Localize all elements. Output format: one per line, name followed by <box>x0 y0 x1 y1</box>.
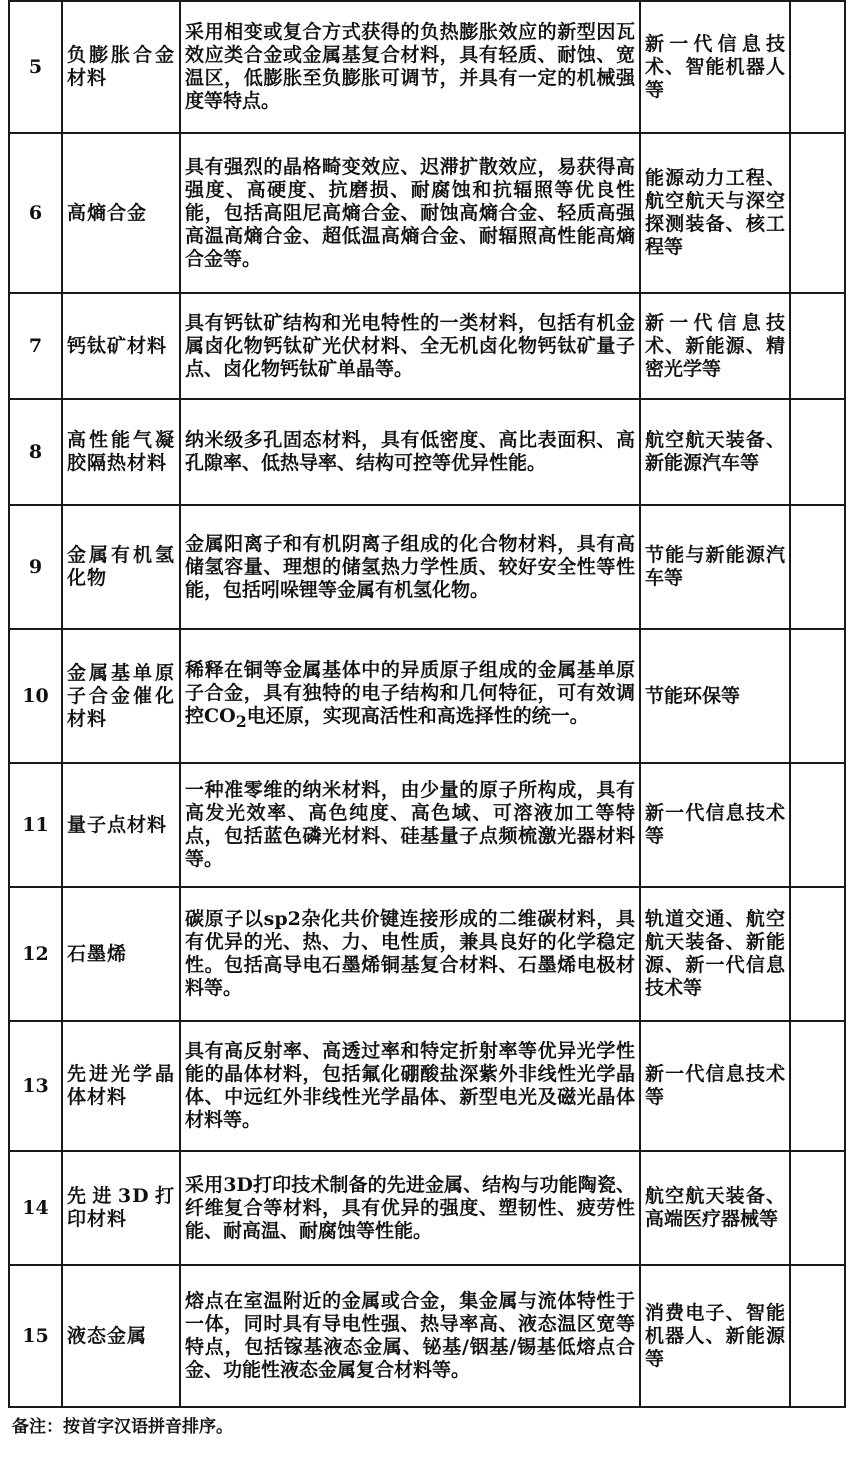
description-text: 稀释在铜等金属基体中的异质原子组成的金属基单原子合金，具有独特的电子结构和几何特征，可有效调控CO <box>185 659 635 728</box>
row-number: 12 <box>9 887 62 1021</box>
empty-cell <box>790 293 845 399</box>
material-description: 一种准零维的纳米材料，由少量的原子所构成，具有高发光效率、高色纯度、高色域、可溶液加工等特点，包括蓝色磷光材料、硅基量子点频梳激光器材料等。 <box>180 763 640 887</box>
application-field: 新一代信息技术、新能源、精密光学等 <box>640 293 790 399</box>
row-number: 9 <box>9 505 62 629</box>
table-row <box>9 293 845 399</box>
row-number: 8 <box>9 399 62 505</box>
empty-cell <box>790 1151 845 1265</box>
table-row <box>9 763 845 887</box>
material-name: 液态金属 <box>62 1265 180 1407</box>
row-number: 7 <box>9 293 62 399</box>
material-description: 具有强烈的晶格畸变效应、迟滞扩散效应，易获得高强度、高硬度、抗磨损、耐腐蚀和抗辐照等优良性能，包括高阻尼高熵合金、耐蚀高熵合金、轻质高强高温高熵合金、超低温高熵合金、耐辐照高性能高熵合金等。 <box>180 133 640 293</box>
footnote: 备注：按首字汉语拼音排序。 <box>12 1417 233 1437</box>
empty-cell <box>790 1 845 133</box>
application-field: 新一代信息技术、智能机器人等 <box>640 1 790 133</box>
material-name: 高熵合金 <box>62 133 180 293</box>
material-description: 具有高反射率、高透过率和特定折射率等优异光学性能的晶体材料，包括氟化硼酸盐深紫外非线性光学晶体、中远红外非线性光学晶体、新型电光及磁光晶体材料等。 <box>180 1021 640 1151</box>
material-name: 金属基单原子合金催化材料 <box>62 629 180 763</box>
materials-table <box>8 0 846 1408</box>
application-field: 航空航天装备、高端医疗器械等 <box>640 1151 790 1265</box>
empty-cell <box>790 133 845 293</box>
material-description: 具有钙钛矿结构和光电特性的一类材料，包括有机金属卤化物钙钛矿光伏材料、全无机卤化物钙钛矿量子点、卤化物钙钛矿单晶等。 <box>180 293 640 399</box>
empty-cell <box>790 505 845 629</box>
material-name: 先进3D打印材料 <box>62 1151 180 1265</box>
row-number: 5 <box>9 1 62 133</box>
material-description: 采用相变或复合方式获得的负热膨胀效应的新型因瓦效应类合金或金属基复合材料，具有轻质、耐蚀、宽温区，低膨胀至负膨胀可调节，并具有一定的机械强度等特点。 <box>180 1 640 133</box>
empty-cell <box>790 1265 845 1407</box>
empty-cell <box>790 1021 845 1151</box>
table-row <box>9 1 845 133</box>
material-name: 高性能气凝胶隔热材料 <box>62 399 180 505</box>
empty-cell <box>790 629 845 763</box>
empty-cell <box>790 763 845 887</box>
material-name: 先进光学晶体材料 <box>62 1021 180 1151</box>
row-number: 6 <box>9 133 62 293</box>
application-field: 新一代信息技术等 <box>640 763 790 887</box>
empty-cell <box>790 887 845 1021</box>
application-field: 节能环保等 <box>640 629 790 763</box>
subscript-text: 2 <box>235 711 247 731</box>
empty-cell <box>790 399 845 505</box>
application-field: 轨道交通、航空航天装备、新能源、新一代信息技术等 <box>640 887 790 1021</box>
material-description: 采用3D打印技术制备的先进金属、结构与功能陶瓷、纤维复合等材料，具有优异的强度、塑韧性、疲劳性能、耐高温、耐腐蚀等性能。 <box>180 1151 640 1265</box>
row-number: 13 <box>9 1021 62 1151</box>
material-description: 熔点在室温附近的金属或合金，集金属与流体特性于一体，同时具有导电性强、热导率高、液态温区宽等特点，包括镓基液态金属、铋基/铟基/锡基低熔点合金、功能性液态金属复合材料等。 <box>180 1265 640 1407</box>
table-row <box>9 629 845 763</box>
material-description: 碳原子以sp2杂化共价键连接形成的二维碳材料，具有优异的光、热、力、电性质，兼具良好的化学稳定性。包括高导电石墨烯铜基复合材料、石墨烯电极材料等。 <box>180 887 640 1021</box>
application-field: 节能与新能源汽车等 <box>640 505 790 629</box>
application-field: 航空航天装备、新能源汽车等 <box>640 399 790 505</box>
material-description <box>180 629 640 763</box>
table-row <box>9 1265 845 1407</box>
row-number: 15 <box>9 1265 62 1407</box>
row-number: 14 <box>9 1151 62 1265</box>
material-description: 纳米级多孔固态材料，具有低密度、高比表面积、高孔隙率、低热导率、结构可控等优异性能。 <box>180 399 640 505</box>
table-row <box>9 1021 845 1151</box>
application-field: 消费电子、智能机器人、新能源等 <box>640 1265 790 1407</box>
table-row <box>9 505 845 629</box>
table-row <box>9 887 845 1021</box>
table-row <box>9 399 845 505</box>
row-number: 10 <box>9 629 62 763</box>
application-field: 新一代信息技术等 <box>640 1021 790 1151</box>
material-description: 金属阳离子和有机阴离子组成的化合物材料，具有高储氢容量、理想的储氢热力学性质、较好安全性等性能，包括吲哚锂等金属有机氢化物。 <box>180 505 640 629</box>
description-text-continued: 电还原，实现高活性和高选择性的统一。 <box>246 705 589 728</box>
row-number: 11 <box>9 763 62 887</box>
material-name: 钙钛矿材料 <box>62 293 180 399</box>
table-row <box>9 133 845 293</box>
material-name: 石墨烯 <box>62 887 180 1021</box>
material-name: 负膨胀合金材料 <box>62 1 180 133</box>
material-name: 量子点材料 <box>62 763 180 887</box>
material-name: 金属有机氢化物 <box>62 505 180 629</box>
table-row <box>9 1151 845 1265</box>
application-field: 能源动力工程、航空航天与深空探测装备、核工程等 <box>640 133 790 293</box>
